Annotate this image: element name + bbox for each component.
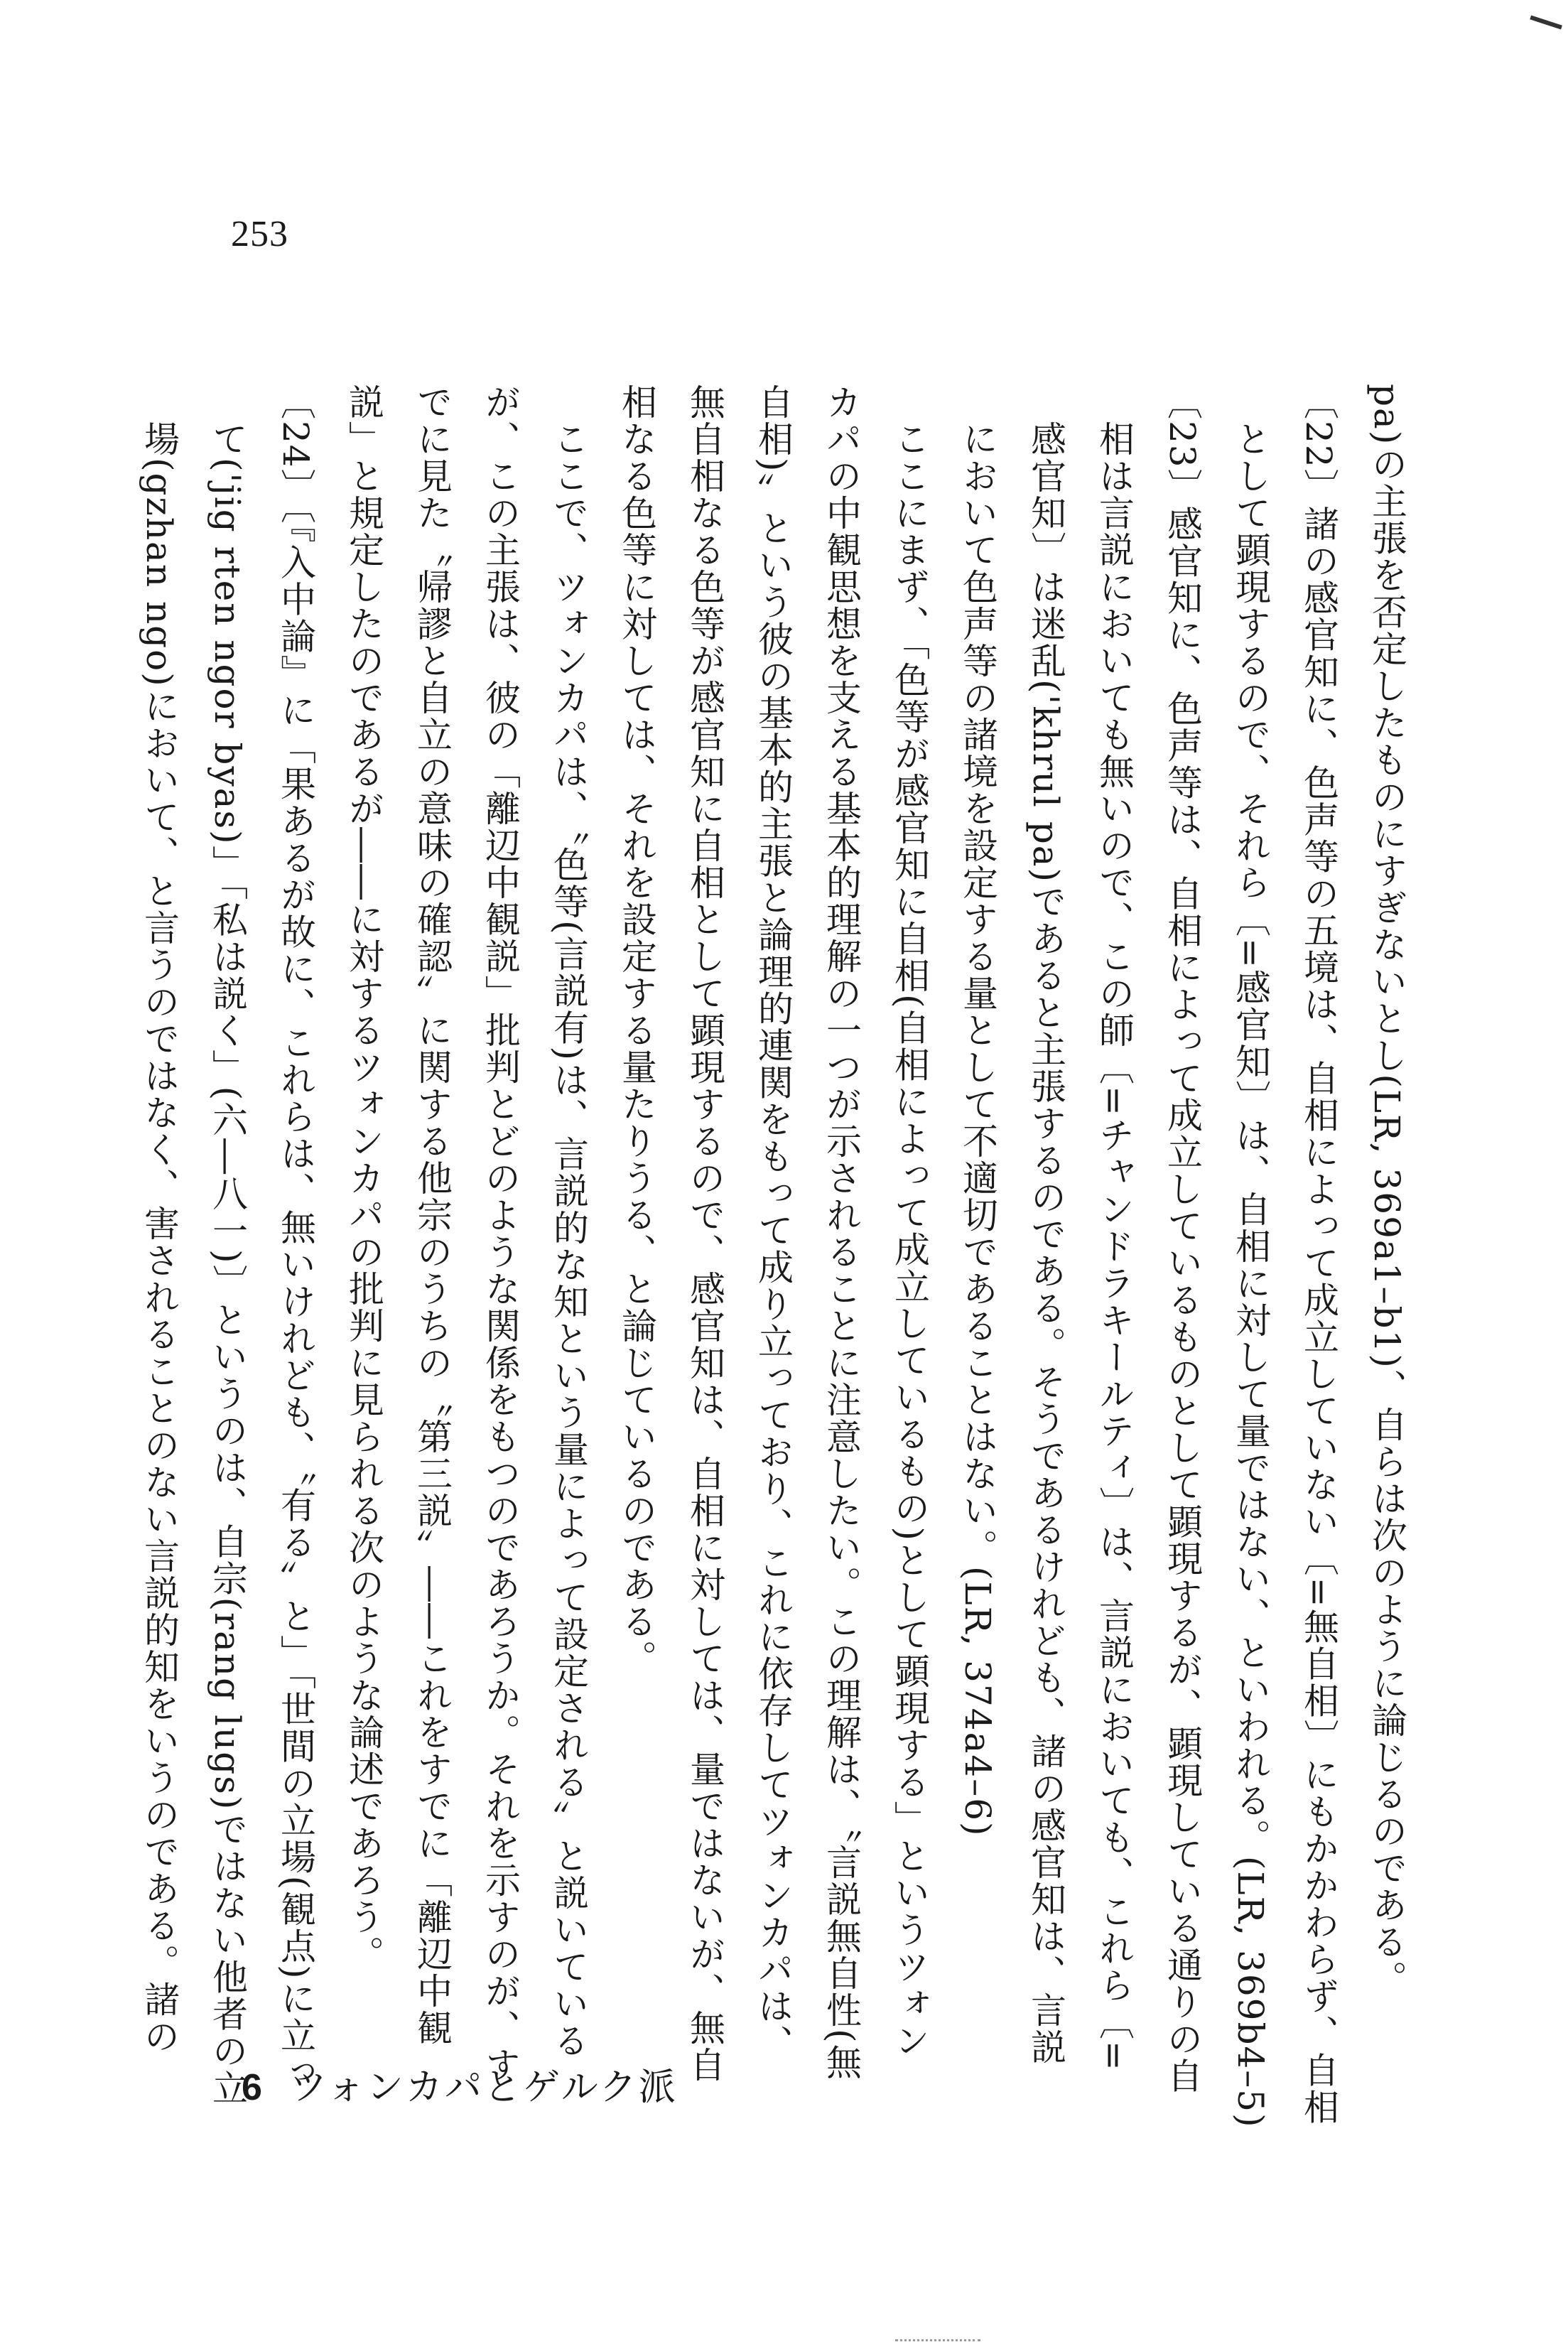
text-line: 自相)〟という彼の基本的主張と論理的連関をもって成り立っており、これに依存してツォンカパは、: [752, 384, 794, 2062]
text-line: カパの中観思想を支える基本的理解の一つが示されることに注意したい。この理解は、〝言説無自性(無: [821, 384, 862, 2081]
scan-corner-mark: [1525, 16, 1562, 43]
text-line: pa)の主張を否定したものにすぎないとし(LR, 369a1–b1)、自らは次のように論じるのである。: [1366, 384, 1407, 1997]
text-line: において色声等の諸境を設定する量として不適切であることはない。(LR, 374a4–6): [957, 421, 998, 1838]
text-line: 相なる色等に対しては、それを設定する量たりうる、と論じているのである。: [616, 384, 657, 1677]
text-line: 感官知〕は迷乱('khrul pa)であると主張するのである。そうであるけれども、諸の感官知は、言説: [1025, 421, 1066, 2066]
text-line: として顕現するので、それら〔=感官知〕は、自相に対して量ではない、といわれる。(LR, 369b4–5): [1230, 421, 1271, 2129]
text-line: 説」と規定したのであるが――に対するツォンカパの批判に見られる次のような論述であろう。: [343, 384, 384, 1973]
running-footer: [242, 2057, 678, 2110]
scan-artifact: [895, 2339, 980, 2343]
text-line: て('jig rten ngor byas)」「私は説く」(六―八一)〕というのは、自宗(rang lugs)ではない他者の立: [207, 421, 248, 2107]
text-line: 場(gzhan ngo)において、と言うのではなく、害されることのない言説的知をいうのである。諸の: [139, 421, 180, 2055]
text-line: 〔22〕諸の感官知に、色声等の五境は、自相によって成立していない〔=無自相〕にもかかわらず、自相: [1298, 384, 1339, 2126]
text-line: 〔23〕感官知に、色声等は、自相によって成立しているものとして顕現するが、顕現している通りの自: [1162, 384, 1203, 2095]
text-line: 〔24〕〔『入中論』に「果あるが故に、これらは、無いけれども、〝有る〟と」「世間の立場(観点)に立っ: [275, 384, 316, 2091]
page-number: 253: [231, 214, 288, 254]
chapter-title: ツォンカパとゲルク派: [289, 2066, 678, 2109]
text-line: が、この主張は、彼の「離辺中観説」批判とどのような関係をもつのであろうか。それを示すのが、す: [480, 384, 521, 2083]
text-line: ここにまず、「色等が感官知に自相(自相によって成立しているもの)として顕現する」というツォン: [889, 421, 930, 2060]
text-line: 無自相なる色等が感官知に自相として顕現するので、感官知は、自相に対しては、量ではないが、無自: [684, 384, 725, 2083]
text-line: でに見た〝帰謬と自立の意味の確認〟に関する他宗のうちの〝第三説〟――これをすでに「離辺中観: [411, 384, 453, 2046]
text-line: ここで、ツォンカパは、〝色等(言説有)は、言説的な知という量によって設定される〟と説いている: [548, 421, 589, 2060]
text-line: 相は言説においても無いので、この師〔=チャンドラキールティ〕は、言説においても、これら〔=: [1093, 421, 1135, 2072]
chapter-number: 6: [242, 2067, 264, 2108]
